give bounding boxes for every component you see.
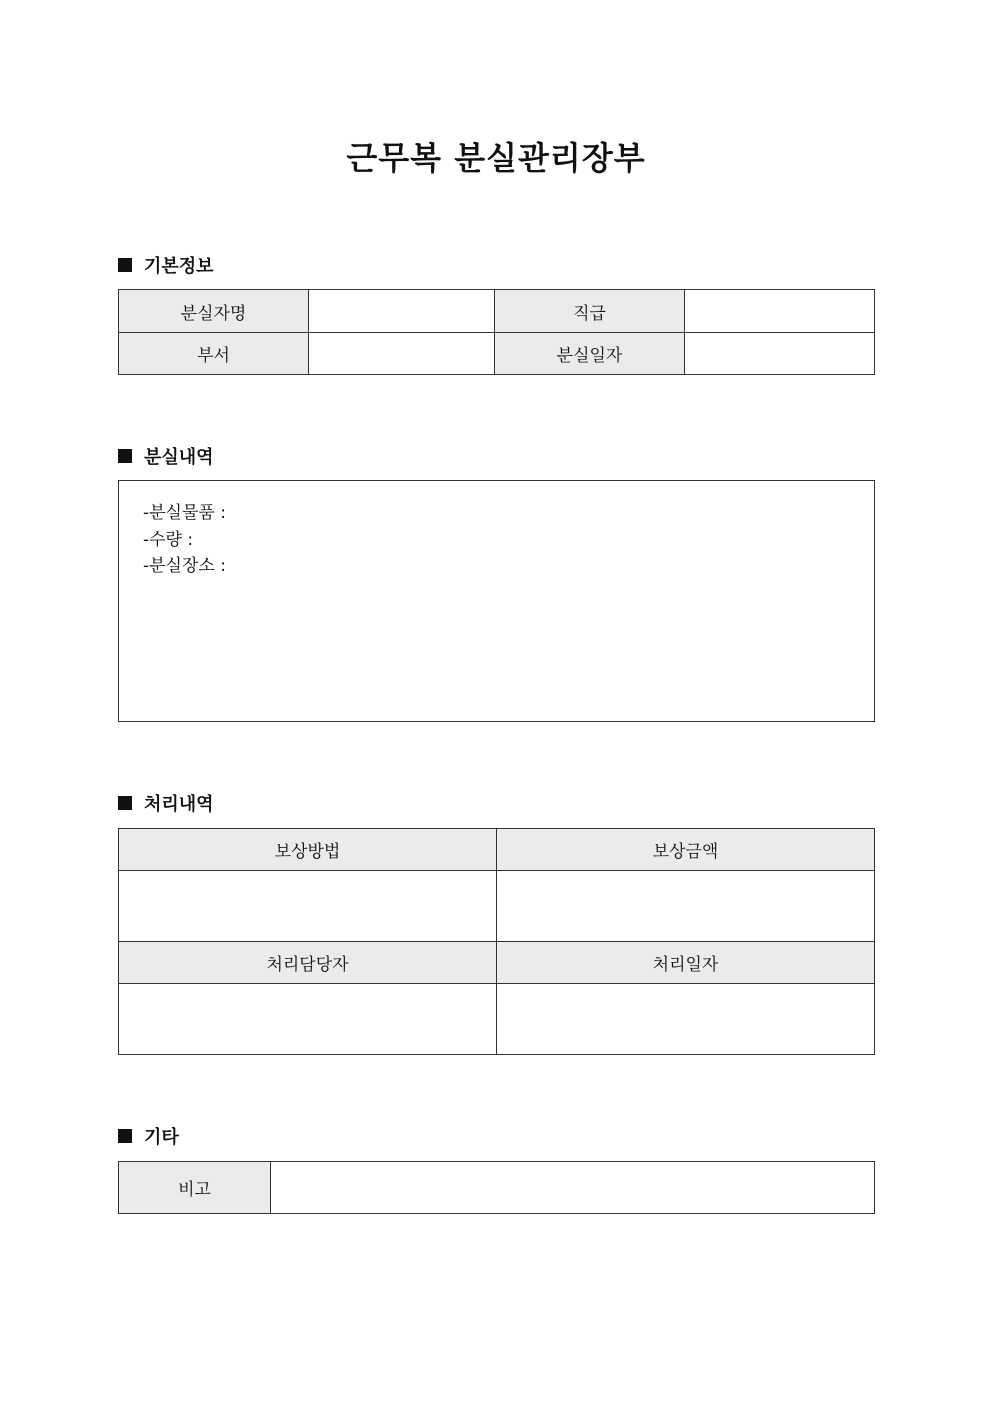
loss-details-box[interactable] [118,480,875,722]
section-heading-processing [118,791,214,815]
quantity-line: -수량 : [143,529,194,550]
compensation-method-field[interactable] [119,871,497,942]
processing-table [118,828,875,1055]
compensation-amount-label: 보상금액 [497,829,875,871]
processing-date-field[interactable] [497,984,875,1055]
loss-date-label: 분실일자 [495,333,685,375]
section-heading-label: 처리내역 [144,794,214,815]
other-table [118,1161,875,1214]
section-heading-label: 분실내역 [144,447,214,468]
note-label: 비고 [119,1162,271,1214]
rank-label: 직급 [495,290,685,333]
processing-date-label: 처리일자 [497,942,875,984]
handler-field[interactable] [119,984,497,1055]
section-heading-basic-info [118,253,214,277]
loss-item-line: -분실물품 : [143,503,226,523]
rank-field[interactable] [685,290,875,333]
name-label: 분실자명 [119,290,309,333]
section-heading-other [118,1124,179,1148]
compensation-method-label: 보상방법 [119,829,497,871]
section-heading-loss-details [118,444,214,468]
compensation-amount-field[interactable] [497,871,875,942]
loss-date-field[interactable] [685,333,875,375]
name-field[interactable] [309,290,495,333]
page-title: 근무복 분실관리장부 [346,139,646,177]
basic-info-table [118,289,875,375]
square-bullet-icon [118,796,132,810]
section-heading-label: 기타 [144,1127,179,1148]
section-heading-label: 기본정보 [144,256,214,277]
square-bullet-icon [118,449,132,463]
handler-label: 처리담당자 [119,942,497,984]
square-bullet-icon [118,258,132,272]
loss-location-line: -분실장소 : [143,556,226,576]
square-bullet-icon [118,1129,132,1143]
department-field[interactable] [309,333,495,375]
department-label: 부서 [119,333,309,375]
note-field[interactable] [271,1162,875,1214]
